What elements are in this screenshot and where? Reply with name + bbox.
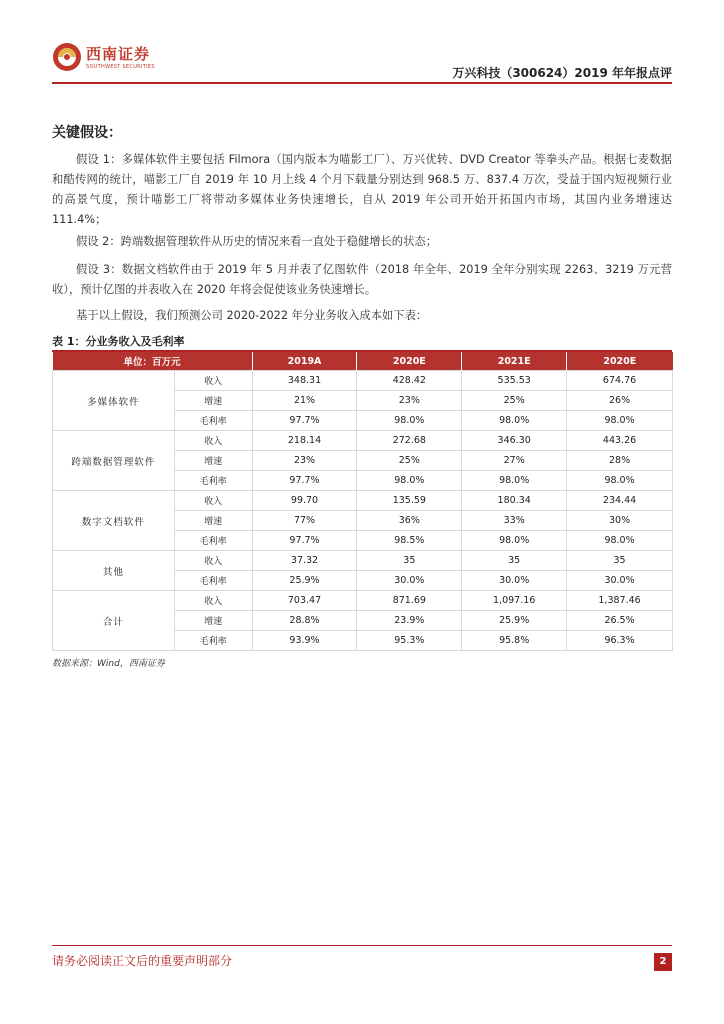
table-row [53,431,673,451]
table-cell: 535.53 [462,371,567,391]
segment-revenue-table [52,352,673,651]
metric-label: 收入 [174,591,252,611]
table-cell: 674.76 [567,371,673,391]
table-cell: 25.9% [462,611,567,631]
table-cell: 99.70 [252,491,357,511]
table-cell: 97.7% [252,411,357,431]
segment-label: 其他 [53,551,175,591]
metric-label: 收入 [174,491,252,511]
data-source-note: 数据来源：Wind，西南证券 [52,659,165,669]
table-cell: 346.30 [462,431,567,451]
table-cell: 180.34 [462,491,567,511]
table-cell: 98.0% [462,471,567,491]
table-row [53,371,673,391]
table-cell: 35 [567,551,673,571]
assumption-1-paragraph: 假设 1：多媒体软件主要包括 Filmora（国内版本为喵影工厂）、万兴优转、DVD Creator 等拳头产品。根据七麦数据和酷传网的统计，喵影工厂自 2019 年 10 月上线 4 个月下载量分别达到 968.5 万、837.4 万次，受益于国内短视频行业的高景气度，预计喵影工厂将带动多媒体业务快速增长，自从 2019 年公司开始开拓国内市场，其国内业务增速达 111.4%； [52,153,672,226]
table-cell: 25.9% [252,571,357,591]
table-cell: 95.3% [357,631,462,651]
logo-text-en: SOUTHWEST SECURITIES [86,64,155,70]
table-cell: 1,387.46 [567,591,673,611]
table-cell: 135.59 [357,491,462,511]
table-cell: 21% [252,391,357,411]
table-row [53,551,673,571]
table-cell: 35 [462,551,567,571]
metric-label: 收入 [174,551,252,571]
table-cell: 428.42 [357,371,462,391]
table-cell: 93.9% [252,631,357,651]
table-title: 表 1：分业务收入及毛利率 [52,335,185,348]
table-cell: 33% [462,511,567,531]
metric-label: 收入 [174,431,252,451]
table-cell: 28% [567,451,673,471]
assumption-2-paragraph: 假设 2：跨端数据管理软件从历史的情况来看一直处于稳健增长的状态； [76,235,437,248]
table-cell: 98.0% [357,471,462,491]
table-cell: 23% [252,451,357,471]
table-row [53,591,673,611]
column-header: 2020E [357,352,462,371]
table-cell: 348.31 [252,371,357,391]
table-cell: 871.69 [357,591,462,611]
company-logo [52,40,155,76]
table-cell: 95.8% [462,631,567,651]
unit-header: 单位：百万元 [53,352,253,371]
logo-text-cn: 西南证券 [86,45,151,63]
table-cell: 26.5% [567,611,673,631]
table-cell: 25% [462,391,567,411]
column-header: 2021E [462,352,567,371]
assumption-3-paragraph: 假设 3：数据文档软件由于 2019 年 5 月并表了亿图软件（2018 年全年、2019 全年分别实现 2263、3219 万元营收），预计亿图的并表收入在 2020 年将会促使该业务快速增长。 [52,263,672,296]
metric-label: 增速 [174,611,252,631]
table-cell: 35 [357,551,462,571]
table-cell: 36% [357,511,462,531]
table-header-row [53,352,673,371]
footer-divider [52,945,672,946]
table-cell: 97.7% [252,531,357,551]
segment-label: 合计 [53,591,175,651]
table-cell: 23.9% [357,611,462,631]
metric-label: 毛利率 [174,531,252,551]
table-cell: 1,097.16 [462,591,567,611]
table-cell: 98.5% [357,531,462,551]
metric-label: 增速 [174,511,252,531]
header-divider [52,82,672,84]
column-header: 2020E [567,352,673,371]
table-cell: 25% [357,451,462,471]
section-title: 关键假设： [52,125,122,141]
metric-label: 毛利率 [174,411,252,431]
segment-label: 跨端数据管理软件 [53,431,175,491]
table-cell: 27% [462,451,567,471]
footer-disclaimer: 请务必阅读正文后的重要声明部分 [52,954,233,968]
table-cell: 77% [252,511,357,531]
table-cell: 23% [357,391,462,411]
table-cell: 98.0% [567,531,673,551]
metric-label: 毛利率 [174,571,252,591]
table-cell: 218.14 [252,431,357,451]
segment-label: 多媒体软件 [53,371,175,431]
table-row [53,491,673,511]
table-cell: 98.0% [357,411,462,431]
table-cell: 97.7% [252,471,357,491]
table-cell: 26% [567,391,673,411]
metric-label: 毛利率 [174,471,252,491]
table-cell: 96.3% [567,631,673,651]
table-cell: 703.47 [252,591,357,611]
page-number: 2 [654,953,672,971]
table-cell: 443.26 [567,431,673,451]
table-cell: 30% [567,511,673,531]
metric-label: 毛利率 [174,631,252,651]
southwest-securities-logo-icon [52,42,82,72]
segment-label: 数字文档软件 [53,491,175,551]
forecast-intro-paragraph: 基于以上假设，我们预测公司 2020-2022 年分业务收入成本如下表： [76,309,428,322]
table-cell: 28.8% [252,611,357,631]
table-cell: 98.0% [567,471,673,491]
table-cell: 30.0% [462,571,567,591]
table-cell: 30.0% [567,571,673,591]
column-header: 2019A [252,352,357,371]
metric-label: 增速 [174,451,252,471]
table-cell: 30.0% [357,571,462,591]
report-title: 万兴科技（300624）2019 年年报点评 [452,66,672,80]
table-cell: 98.0% [567,411,673,431]
metric-label: 增速 [174,391,252,411]
table-cell: 98.0% [462,411,567,431]
table-cell: 234.44 [567,491,673,511]
metric-label: 收入 [174,371,252,391]
table-cell: 272.68 [357,431,462,451]
table-cell: 98.0% [462,531,567,551]
table-cell: 37.32 [252,551,357,571]
